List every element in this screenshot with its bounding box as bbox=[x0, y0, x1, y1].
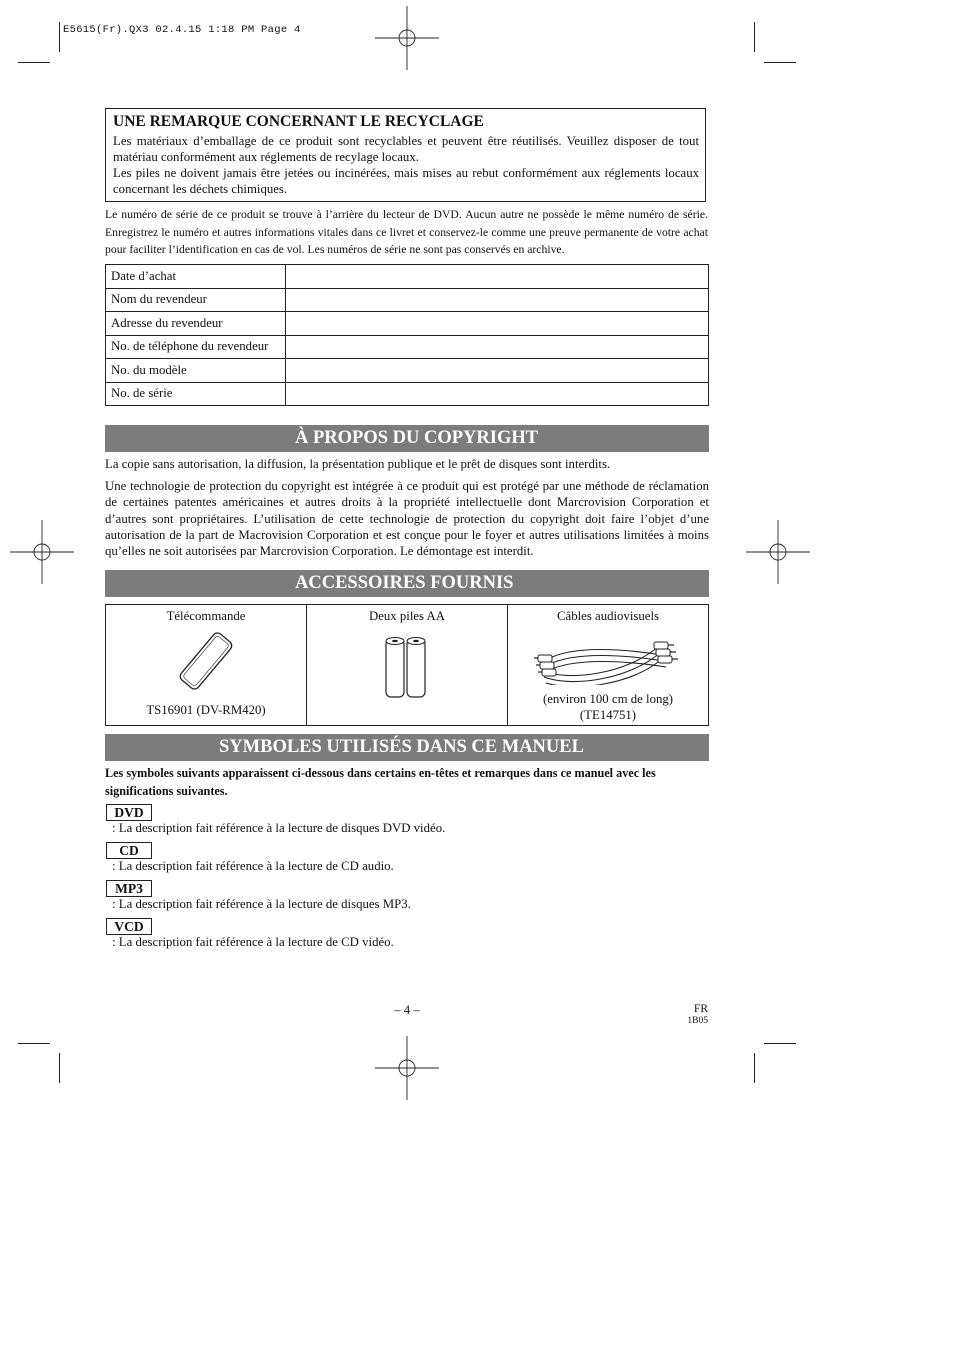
registration-mark-icon bbox=[375, 1036, 439, 1100]
print-slug: E5615(Fr).QX3 02.4.15 1:18 PM Page 4 bbox=[63, 24, 301, 36]
table-cell-blank bbox=[286, 312, 709, 336]
accessories-heading: ACCESSOIRES FOURNIS bbox=[105, 570, 709, 597]
symbol-desc-mp3: : La description fait référence à la lecture de disques MP3. bbox=[112, 897, 411, 911]
crop-mark bbox=[764, 1043, 796, 1044]
copyright-paragraph-2: Une technologie de protection du copyright est intégrée à ce produit qui est protégé par une méthode de réclamation de certaines patentes américaines et autres droits à la propriété intellectuelle dont Marcrovision Corporation et d’autres sont propriétaires. L’utilisation de cette technologie de protection du copyright doit faire l’objet d’une autorisation de la part de Macrovision Corporation et est conçue pour le foyer et autres utilisations limitées à moins qu’elles ne soit autorisées par Marcrovision Corporation. Le démontage est interdit. bbox=[105, 479, 709, 559]
recycling-text-1: Les matériaux d’emballage de ce produit sont recyclables et peuvent être réutilisés. Veuillez disposer de tout matériau conformément aux réglements de recylage locaux. bbox=[113, 134, 699, 164]
table-cell-blank bbox=[286, 265, 709, 289]
table-cell-blank bbox=[286, 288, 709, 312]
table-cell-label: Adresse du revendeur bbox=[106, 312, 286, 336]
recycling-notice bbox=[105, 108, 706, 202]
symbol-tag-cd: CD bbox=[106, 842, 152, 859]
table-cell-label: Nom du revendeur bbox=[106, 288, 286, 312]
remote-control-icon bbox=[166, 629, 246, 693]
crop-mark bbox=[764, 62, 796, 63]
symbols-intro: Les symboles suivants apparaissent ci-dessous dans certains en-têtes et remarques dans ce manuel avec les significations suivantes. bbox=[105, 766, 656, 798]
registration-mark-icon bbox=[746, 520, 810, 584]
accessory-remote bbox=[106, 605, 306, 725]
table-row bbox=[106, 288, 709, 312]
language-code: FR bbox=[693, 1003, 708, 1015]
table-cell-blank bbox=[286, 382, 709, 406]
crop-mark bbox=[18, 1043, 50, 1044]
symbol-desc-cd: : La description fait référence à la lecture de CD audio. bbox=[112, 859, 394, 873]
accessory-name: Télécommande bbox=[166, 609, 246, 623]
crop-mark bbox=[754, 1053, 755, 1083]
crop-mark bbox=[754, 22, 755, 52]
symbol-desc-vcd: : La description fait référence à la lecture de CD vidéo. bbox=[112, 935, 394, 949]
crop-mark bbox=[59, 22, 60, 52]
accessory-code: TS16901 (DV-RM420) bbox=[146, 703, 266, 717]
recycling-text-2: Les piles ne doivent jamais être jetées ou incinérées, mais mises au rebut conformément aux réglements locaux concernant les déchets chimiques. bbox=[113, 166, 699, 196]
table-cell-label: Date d’achat bbox=[106, 265, 286, 289]
accessory-code: (TE14751) bbox=[579, 708, 637, 722]
table-row bbox=[106, 312, 709, 336]
battery-icon bbox=[383, 633, 433, 701]
table-row bbox=[106, 335, 709, 359]
crop-mark bbox=[18, 62, 50, 63]
av-cable-icon bbox=[534, 639, 684, 685]
table-row bbox=[106, 265, 709, 289]
table-cell-label: No. de série bbox=[106, 382, 286, 406]
recycling-title: UNE REMARQUE CONCERNANT LE RECYCLAGE bbox=[113, 113, 484, 130]
accessory-cables bbox=[507, 605, 708, 725]
table-cell-label: No. du modèle bbox=[106, 359, 286, 383]
copyright-paragraph-1: La copie sans autorisation, la diffusion, la présentation publique et le prêt de disques sont interdits. bbox=[105, 457, 611, 471]
copyright-heading: À PROPOS DU COPYRIGHT bbox=[105, 425, 709, 452]
table-row bbox=[106, 382, 709, 406]
purchase-info-table bbox=[105, 264, 709, 406]
crop-mark bbox=[59, 1053, 60, 1083]
symbol-tag-vcd: VCD bbox=[106, 918, 152, 935]
table-cell-blank bbox=[286, 335, 709, 359]
symbol-tag-dvd: DVD bbox=[106, 804, 152, 821]
symbols-heading: SYMBOLES UTILISÉS DANS CE MANUEL bbox=[105, 734, 709, 761]
accessory-length: (environ 100 cm de long) bbox=[542, 692, 674, 706]
table-cell-label: No. de téléphone du revendeur bbox=[106, 335, 286, 359]
table-row bbox=[106, 359, 709, 383]
document-code: 1B05 bbox=[687, 1016, 708, 1026]
symbol-desc-dvd: : La description fait référence à la lecture de disques DVD vidéo. bbox=[112, 821, 446, 835]
accessory-name: Câbles audiovisuels bbox=[556, 609, 659, 623]
accessory-name: Deux piles AA bbox=[368, 609, 446, 623]
registration-mark-icon bbox=[10, 520, 74, 584]
table-cell-blank bbox=[286, 359, 709, 383]
accessories-box bbox=[105, 604, 709, 726]
accessory-batteries bbox=[306, 605, 507, 725]
page-number: – 4 – bbox=[394, 1003, 420, 1017]
serial-number-note: Le numéro de série de ce produit se trouve à l’arrière du lecteur de DVD. Aucun autre ne possède le même numéro de série. Enregistrez le numéro et autres informations vitales dans ce livret et conservez-le comme une preuve permanente de votre achat pour faciliter l’identification en cas de vol. Les numéros de série ne sont pas conservés en archive. bbox=[105, 208, 708, 256]
registration-mark-icon bbox=[375, 6, 439, 70]
symbol-tag-mp3: MP3 bbox=[106, 880, 152, 897]
